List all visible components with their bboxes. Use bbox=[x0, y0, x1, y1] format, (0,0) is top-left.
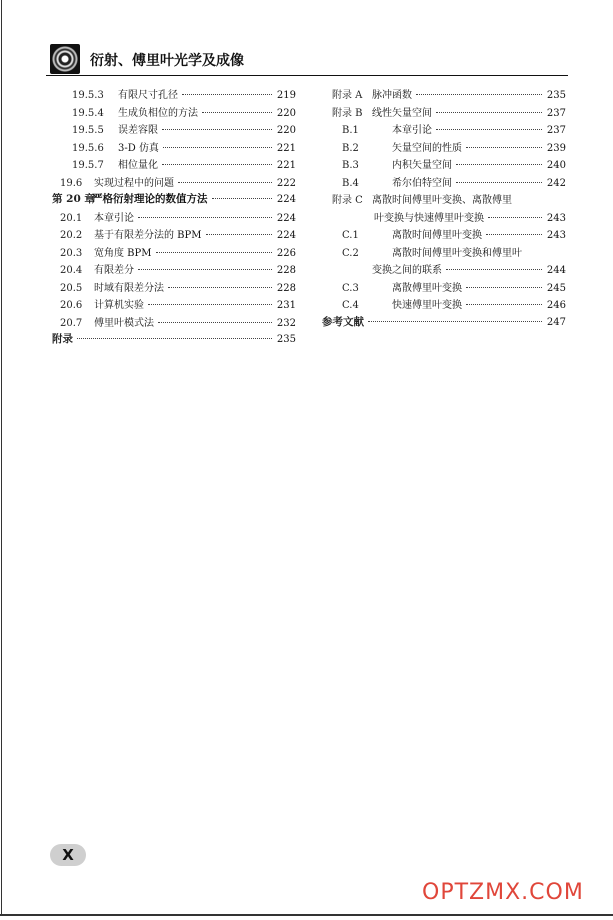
leader-dots bbox=[138, 216, 272, 218]
toc-entry-page: 224 bbox=[276, 230, 296, 241]
toc-entry-title: 矢量空间的性质 bbox=[392, 142, 462, 154]
toc-entry-title: 离散时间傅里叶变换和傅里叶 bbox=[392, 247, 522, 259]
toc-entry-page: 222 bbox=[276, 177, 296, 189]
leader-dots bbox=[162, 163, 272, 165]
leader-dots bbox=[138, 268, 272, 270]
toc-entry-title: 时域有限差分法 bbox=[94, 282, 164, 294]
toc-entry-title: 希尔伯特空间 bbox=[392, 177, 452, 189]
leader-dots bbox=[163, 146, 272, 148]
toc-entry[interactable] bbox=[52, 279, 296, 297]
toc-entry[interactable] bbox=[322, 296, 566, 314]
toc-entry-number: 19.5.7 bbox=[72, 160, 104, 171]
leader-dots bbox=[486, 233, 542, 235]
leader-dots bbox=[466, 146, 542, 148]
leader-dots bbox=[77, 337, 272, 339]
toc-entry-title-cont: 变换之间的联系 bbox=[372, 265, 442, 276]
leader-dots bbox=[148, 303, 272, 305]
leader-dots bbox=[178, 181, 272, 183]
toc-entry[interactable] bbox=[322, 174, 566, 192]
toc-entry[interactable] bbox=[52, 86, 296, 104]
toc-entry[interactable] bbox=[52, 331, 296, 349]
toc-entry-number: 20.2 bbox=[60, 230, 83, 241]
leader-dots bbox=[456, 181, 542, 183]
leader-dots bbox=[446, 268, 542, 270]
header-rule bbox=[46, 75, 568, 76]
toc-entry-page: 242 bbox=[546, 177, 566, 189]
toc-left-column bbox=[52, 86, 296, 349]
toc-entry[interactable] bbox=[52, 244, 296, 262]
leader-dots bbox=[162, 128, 272, 130]
toc-entry-number: B.3 bbox=[342, 160, 359, 171]
toc-entry[interactable] bbox=[322, 104, 566, 122]
page-frame-left bbox=[1, 0, 2, 916]
toc-right-column bbox=[322, 86, 566, 331]
toc-entry-number: B.2 bbox=[342, 142, 359, 154]
leader-dots bbox=[466, 303, 542, 305]
toc-entry-number: 19.5.4 bbox=[72, 107, 104, 119]
toc-entry-number: B.1 bbox=[342, 125, 359, 136]
toc-entry-page: 226 bbox=[276, 247, 296, 259]
toc-entry[interactable] bbox=[52, 139, 296, 157]
toc-entry-title: 生成负相位的方法 bbox=[118, 107, 198, 119]
toc-entry-title: 傅里叶模式法 bbox=[94, 317, 154, 329]
toc-entry-title: 基于有限差分法的 BPM bbox=[94, 230, 202, 241]
page-number-badge: X bbox=[50, 844, 86, 866]
toc-entry-page: 244 bbox=[546, 265, 566, 276]
leader-dots bbox=[436, 111, 542, 113]
toc-entry[interactable] bbox=[52, 209, 296, 227]
toc-entry-page: 246 bbox=[546, 300, 566, 311]
toc-entry-page: 219 bbox=[276, 90, 296, 101]
toc-entry-page: 232 bbox=[276, 317, 296, 329]
toc-entry-title: 内积矢量空间 bbox=[392, 160, 452, 171]
toc-entry-title: 离散傅里叶变换 bbox=[392, 282, 462, 294]
toc-entry-page: 220 bbox=[276, 125, 296, 136]
leader-dots bbox=[466, 286, 542, 288]
leader-dots bbox=[456, 163, 542, 165]
toc-entry-number: 19.5.3 bbox=[72, 90, 104, 101]
toc-entry-page: 228 bbox=[276, 282, 296, 294]
toc-entry-page: 228 bbox=[276, 265, 296, 276]
toc-entry-number: 20.7 bbox=[60, 317, 83, 329]
toc-entry-page: 243 bbox=[546, 212, 566, 224]
toc-entry-title: 本章引论 bbox=[94, 212, 134, 224]
toc-entry-title: 有限差分 bbox=[94, 265, 134, 276]
toc-entry-number: 20.3 bbox=[60, 247, 83, 259]
toc-entry-number: 附录 B bbox=[332, 107, 363, 119]
toc-entry-title: 计算机实验 bbox=[94, 300, 144, 311]
toc-entry-number: C.2 bbox=[342, 247, 359, 259]
toc-entry-page: 235 bbox=[276, 334, 296, 345]
toc-entry-number: 附录 C bbox=[332, 195, 363, 206]
toc-entry-page: 247 bbox=[546, 316, 566, 328]
toc-entry[interactable] bbox=[52, 261, 296, 279]
toc-entry-number: 19.5.6 bbox=[72, 142, 104, 154]
toc-entry-title: 离散时间傅里叶变换 bbox=[392, 230, 482, 241]
toc-entry[interactable] bbox=[52, 226, 296, 244]
toc-entry-number: 附录 A bbox=[332, 90, 363, 101]
toc-entry-number: 20.5 bbox=[60, 282, 83, 294]
toc-entry-number: 附录 bbox=[52, 333, 73, 345]
leader-dots bbox=[212, 197, 273, 199]
leader-dots bbox=[182, 93, 272, 95]
toc-entry[interactable] bbox=[322, 244, 566, 262]
toc-entry[interactable] bbox=[322, 139, 566, 157]
toc-entry[interactable] bbox=[322, 191, 566, 209]
toc-entry-number: 20.4 bbox=[60, 265, 83, 276]
toc-entry-title: 有限尺寸孔径 bbox=[118, 90, 178, 101]
toc-entry[interactable] bbox=[322, 226, 566, 244]
leader-dots bbox=[158, 321, 272, 323]
toc-entry-continuation bbox=[322, 209, 566, 227]
toc-entry-title: 实现过程中的问题 bbox=[94, 177, 174, 189]
toc-entry[interactable] bbox=[322, 279, 566, 297]
toc-entry-page: 239 bbox=[546, 142, 566, 154]
toc-entry-title: 相位量化 bbox=[118, 160, 158, 171]
leader-dots bbox=[156, 251, 273, 253]
toc-entry-page: 231 bbox=[276, 300, 296, 311]
page-frame-bottom bbox=[0, 914, 613, 916]
leader-dots bbox=[488, 216, 542, 218]
toc-entry-number: B.4 bbox=[342, 177, 359, 189]
toc-entry-title-cont: 叶变换与快速傅里叶变换 bbox=[374, 212, 484, 224]
leader-dots bbox=[436, 128, 542, 130]
toc-entry[interactable] bbox=[322, 121, 566, 139]
toc-entry-page: 237 bbox=[546, 107, 566, 119]
toc-entry-page: 245 bbox=[546, 282, 566, 294]
toc-entry-number: 20.6 bbox=[60, 300, 83, 311]
toc-entry[interactable] bbox=[52, 121, 296, 139]
toc-entry[interactable] bbox=[52, 104, 296, 122]
toc-entry-number: C.1 bbox=[342, 230, 359, 241]
toc-entry[interactable] bbox=[322, 156, 566, 174]
toc-entry-title: 宽角度 BPM bbox=[94, 247, 152, 259]
toc-entry-number: 19.5.5 bbox=[72, 125, 104, 136]
watermark: OPTZMX.COM bbox=[422, 880, 584, 905]
toc-entry-title: 离散时间傅里叶变换、离散傅里 bbox=[372, 195, 512, 206]
toc-entry-page: 240 bbox=[546, 160, 566, 171]
toc-entry-page: 235 bbox=[546, 90, 566, 101]
leader-dots bbox=[202, 111, 272, 113]
toc-entry[interactable] bbox=[322, 86, 566, 104]
toc-entry-number: C.4 bbox=[342, 300, 359, 311]
toc-entry-title: 3-D 仿真 bbox=[118, 142, 159, 154]
leader-dots bbox=[168, 286, 272, 288]
toc-entry-page: 224 bbox=[276, 212, 296, 224]
book-title: 衍射、傅里叶光学及成像 bbox=[90, 53, 244, 69]
toc-entry-number: 20.1 bbox=[60, 212, 83, 224]
toc-entry-number: 19.6 bbox=[60, 177, 83, 189]
toc-entry-page: 220 bbox=[276, 107, 296, 119]
toc-entry-page: 221 bbox=[276, 160, 296, 171]
toc-entry-page: 237 bbox=[546, 125, 566, 136]
toc-entry-continuation bbox=[322, 261, 566, 279]
toc-entry-number: 参考文献 bbox=[322, 315, 364, 328]
toc-entry-title: 误差容限 bbox=[118, 125, 158, 136]
toc-entry-title: 脉冲函数 bbox=[372, 90, 412, 101]
leader-dots bbox=[206, 233, 273, 235]
toc-entry-page: 221 bbox=[276, 142, 296, 154]
toc-entry[interactable] bbox=[52, 191, 296, 209]
toc-entry-title: 严格衍射理论的数值方法 bbox=[92, 193, 208, 205]
toc-entry[interactable] bbox=[52, 296, 296, 314]
leader-dots bbox=[368, 320, 542, 322]
toc-entry[interactable] bbox=[52, 314, 296, 332]
toc-entry-page: 224 bbox=[276, 194, 296, 205]
lens-logo-icon bbox=[50, 44, 80, 74]
toc-entry-number: 第 20 章 bbox=[52, 193, 95, 205]
toc-entry-title: 快速傅里叶变换 bbox=[392, 300, 462, 311]
toc-entry-title: 本章引论 bbox=[392, 125, 432, 136]
toc-entry[interactable] bbox=[52, 174, 296, 192]
toc-entry[interactable] bbox=[322, 314, 566, 332]
toc-entry-page: 243 bbox=[546, 230, 566, 241]
running-header bbox=[46, 42, 568, 76]
leader-dots bbox=[416, 93, 542, 95]
toc-entry-title: 线性矢量空间 bbox=[372, 107, 432, 119]
toc-entry-number: C.3 bbox=[342, 282, 359, 294]
toc-entry[interactable] bbox=[52, 156, 296, 174]
